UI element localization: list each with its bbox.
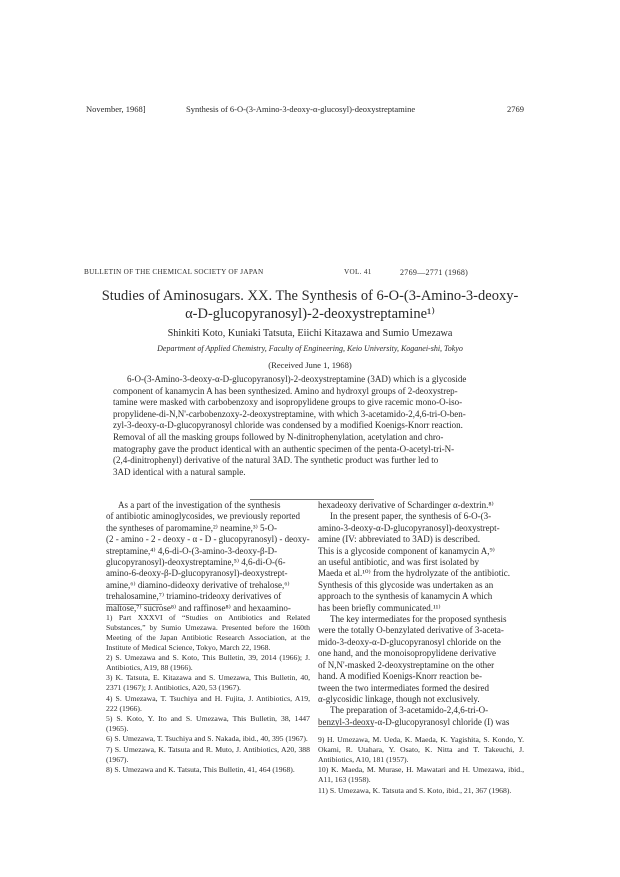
title-line-1: Studies of Aminosugars. XX. The Synthesis of 6-O-(3-Amino-3-deoxy- [101,288,519,304]
body-line: were the totally O-benzylated derivative of 3-aceta- [318,625,504,636]
body-line: glucopyranosyl)-deoxystreptamine,⁵⁾ 4,6-di-O-(6- [106,557,286,568]
article-title [60,287,560,323]
body-line: Maeda et al.¹⁰⁾ from the hydrolyzate of the antibiotic. [318,568,510,579]
abstract-line: component of kanamycin A has been synthesized. Amino and hydroxyl groups of 2-deoxystrep- [113,385,458,396]
left-footnotes [106,604,310,776]
body-line: amine,⁶⁾ diamino-dideoxy derivative of trehalose,⁶⁾ [106,579,290,590]
right-footnotes [318,726,524,796]
running-header [86,104,524,118]
footnote-rule [318,726,374,727]
body-line: trehalosamine,⁷⁾ triamino-trideoxy derivatives of [106,591,282,602]
abstract [113,374,521,478]
footnote: 5) S. Koto, Y. Ito and S. Umezawa, This Bulletin, 38, 1447 (1965). [106,714,310,733]
body-line: hexadeoxy derivative of Schardinger α-dextrin.⁸⁾ [318,500,494,510]
abstract-line: propylidene-di-N,N'-carbobenzoxy-2-deoxystreptamine, with which 3-acetamido-2,4,6-tri-O-ben- [113,408,466,419]
body-line: amino-6-deoxy-β-D-glucopyranosyl)-deoxystrept- [106,568,288,579]
body-line: approach to the synthesis of kanamycin A which [318,591,493,602]
body-line: an useful antibiotic, and was first isolated by [318,557,479,568]
header-date: November, 1968] [86,104,146,114]
body-line: As a part of the investigation of the synthesis [118,500,281,510]
journal-volume: VOL. 41 [344,268,372,276]
journal-line [84,268,524,280]
body-line: (2 - amino - 2 - deoxy - α - D - glucopyranosyl) - deoxy- [106,534,310,545]
left-column [106,500,310,614]
footnote: 9) H. Umezawa, M. Ueda, K. Maeda, K. Yagishita, S. Kondo, Y. Okami, R. Utahara, Y. Osato, K. Nitta and T. Takeuchi, J. Antibiotics, A10, 181 (1957). [318,735,524,764]
department: Department of Applied Chemistry, Faculty of Engineering, Keio University, Koganei-shi, Tokyo [157,344,463,353]
body-line: Synthesis of this glycoside was undertaken as an [318,579,494,590]
footnote: 4) S. Umezawa, T. Tsuchiya and H. Fujita, J. Antibiotics, A19, 222 (1966). [106,693,310,713]
abstract-line: 3AD identical with a natural sample. [113,466,246,477]
body-line: tween the two intermediates formed the desired [318,682,489,693]
abstract-line: Removal of all the masking groups followed by N-dinitrophenylation, acetylation and chro- [113,431,444,442]
abstract-line: matography gave the product identical with an authentic specimen of the penta-O-acetyl-tri-N- [113,443,455,454]
footnote: 2) S. Umezawa and S. Koto, This Bulletin, 39, 2014 (1966); J. Antibiotics, A19, 88 (1966). [106,653,310,673]
body-line: In the present paper, the synthesis of 6-O-(3- [330,511,492,522]
body-line: The preparation of 3-acetamido-2,4,6-tri-O- [330,705,489,716]
footnote: 10) K. Maeda, M. Murase, H. Mawatari and H. Umezawa, ibid., A11, 163 (1958). [318,765,524,785]
title-line-2: α-D-glucopyranosyl)-2-deoxystreptamine¹⁾ [185,306,435,322]
body-line: mido-3-deoxy-α-D-glucopyranosyl chloride on the [318,636,501,647]
footnote: 6) S. Umezawa, T. Tsuchiya and S. Nakada, ibid., 40, 395 (1967). [106,734,308,744]
abstract-line: tamine were masked with carbobenzoxy and isopropylidene groups to give racemic mono-O-iso- [113,397,463,408]
journal-pages: 2769—2771 (1968) [400,268,469,277]
abstract-line: 6-O-(3-Amino-3-deoxy-α-D-glucopyranosyl)-2-deoxystreptamine (3AD) which is a glycoside [127,374,467,384]
footnote: 8) S. Umezawa and K. Tatsuta, This Bulletin, 41, 464 (1968). [106,765,295,775]
abstract-line: (2,4-dinitrophenyl) derivative of the natural 3AD. The synthetic product was further led to [113,455,439,466]
body-line: of N,N'-masked 2-deoxystreptamine on the other [318,659,495,670]
body-line: has been briefly communicated.¹¹⁾ [318,602,441,613]
received-date: (Received June 1, 1968) [268,360,352,370]
footnote: 1) Part XXXVI of “Studies on Antibiotics and Related Substances,” by Sumio Umezawa. Presented before the 160th Meeting of the Japan Antibiotic Research Association, at the Institute of Medical Science, Tokyo, March 22, 1968. [106,613,310,652]
body-line: hand. A modified Koenigs-Knorr reaction be- [318,671,482,682]
header-page-number: 2769 [507,104,524,114]
body-line: maltose,⁷⁾ sucrose⁸⁾ and raffinose⁸⁾ and hexaamino- [106,602,291,613]
right-column [318,500,524,728]
body-line: This is a glycoside component of kanamycin A,⁹⁾ [318,545,495,556]
footnote: 7) S. Umezawa, K. Tatsuta and R. Muto, J. Antibiotics, A20, 388 (1967). [106,744,310,764]
body-line: the syntheses of paromamine,²⁾ neamine,³⁾ 5-O- [106,522,278,533]
footnote-rule [106,604,162,605]
body-line: amino-3-deoxy-α-D-glucopyranosyl)-deoxystrept- [318,522,500,533]
body-line: one hand, and the monoisopropylidene derivative [318,648,496,659]
body-line: α-glycosidic linkage, though not exclusively. [318,693,480,704]
header-running-title: Synthesis of 6-O-(3-Amino-3-deoxy-α-glucosyl)-deoxystreptamine [186,104,416,114]
body-line: benzyl-3-deoxy-α-D-glucopyranosyl chloride (I) was [318,716,510,727]
body-line: The key intermediates for the proposed synthesis [330,614,507,625]
footnote: 11) S. Umezawa, K. Tatsuta and S. Koto, ibid., 21, 367 (1968). [318,785,512,795]
body-line: amine (IV: abbreviated to 3AD) is described. [318,534,481,545]
journal-name: BULLETIN OF THE CHEMICAL SOCIETY OF JAPAN [84,268,264,276]
body-line: streptamine,⁴⁾ 4,6-di-O-(3-amino-3-deoxy-β-D- [106,545,278,556]
body-line: of antibiotic aminoglycosides, we previously reported [106,511,300,522]
footnote: 3) K. Tatsuta, E. Kitazawa and S. Umezawa, This Bulletin, 40, 2371 (1967); J. Antibiotics, A20, 53 (1967). [106,673,310,693]
authors: Shinkiti Koto, Kuniaki Tatsuta, Eiichi Kitazawa and Sumio Umezawa [167,328,453,339]
abstract-line: zyl-3-deoxy-α-D-glucopyranosyl chloride was condensed by a modified Koenigs-Knorr reaction. [113,420,463,431]
